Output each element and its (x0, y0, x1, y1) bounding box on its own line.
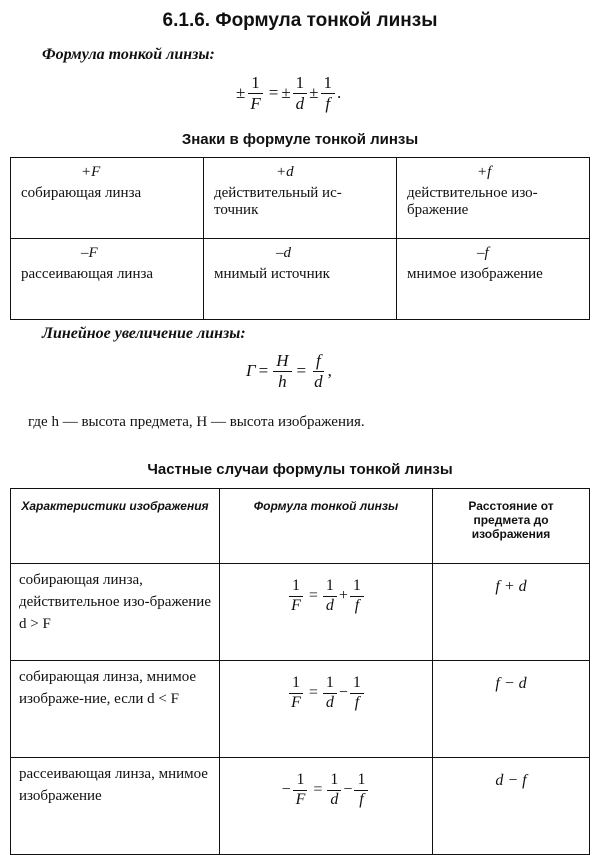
signs-cell: +F собирающая линза (11, 158, 204, 239)
header-distance: Расстояние от предмета до изображения (433, 489, 590, 564)
fraction-1-f: $\frac{1}{f}$ (321, 74, 336, 113)
case-distance: d − f (433, 758, 590, 855)
thin-lens-formula: ± $\frac{1}{F}$ = ± $\frac{1}{d}$ ± $\frac{1}{f}$ . (236, 73, 342, 113)
cases-header-row (11, 489, 590, 564)
case-distance: f − d (433, 661, 590, 758)
fraction-H-h: $\frac{H}{h}$ (273, 352, 291, 391)
case-formula: $\frac{1}{F}$ = $\frac{1}{d}$ + $\frac{1}{f}$ (220, 564, 433, 661)
header-characteristics: Характеристики изображения (11, 489, 220, 564)
signs-cell: –f мнимое изображение (397, 239, 590, 320)
header-formula: Формула тонкой линзы (220, 489, 433, 564)
fraction-1-F: $\frac{1}{F}$ (247, 74, 263, 113)
formula-heading: Формула тонкой линзы: (42, 46, 215, 63)
signs-cell: –d мнимый источник (204, 239, 397, 320)
case-description: рассеивающая линза, мнимое изображение (11, 758, 220, 855)
cases-table (10, 488, 590, 855)
case-distance: f + d (433, 564, 590, 661)
signs-row (11, 239, 590, 320)
signs-cell: +f действительное изо- бражение (397, 158, 590, 239)
signs-table (10, 157, 590, 320)
signs-cell: +d действительный ис- точник (204, 158, 397, 239)
cases-heading: Частные случаи формулы тонкой линзы (147, 461, 453, 478)
height-note: где h — высота предмета, H — высота изображения. (28, 414, 365, 430)
signs-cell: –F рассеивающая линза (11, 239, 204, 320)
case-formula: $\frac{1}{F}$ = $\frac{1}{d}$ − $\frac{1}{f}$ (220, 661, 433, 758)
signs-heading: Знаки в формуле тонкой линзы (181, 131, 419, 148)
case-description: собирающая линза, действительное изо-бражение d > F (11, 564, 220, 661)
formula-sign: ± (236, 83, 246, 103)
case-formula: − $\frac{1}{F}$ = $\frac{1}{d}$ − $\frac{1}{f}$ (220, 758, 433, 855)
section-title: 6.1.6. Формула тонкой линзы (162, 10, 438, 31)
magnification-heading: Линейное увеличение линзы: (42, 325, 246, 342)
magnification-formula: Г = $\frac{H}{h}$ = $\frac{f}{d}$ , (246, 351, 332, 391)
fraction-1-d: $\frac{1}{d}$ (293, 74, 308, 113)
table-row (11, 564, 590, 661)
case-description: собирающая линза, мнимое изображе-ние, если d < F (11, 661, 220, 758)
signs-row (11, 158, 590, 239)
table-row (11, 661, 590, 758)
fraction-f-d: $\frac{f}{d}$ (314, 351, 323, 391)
